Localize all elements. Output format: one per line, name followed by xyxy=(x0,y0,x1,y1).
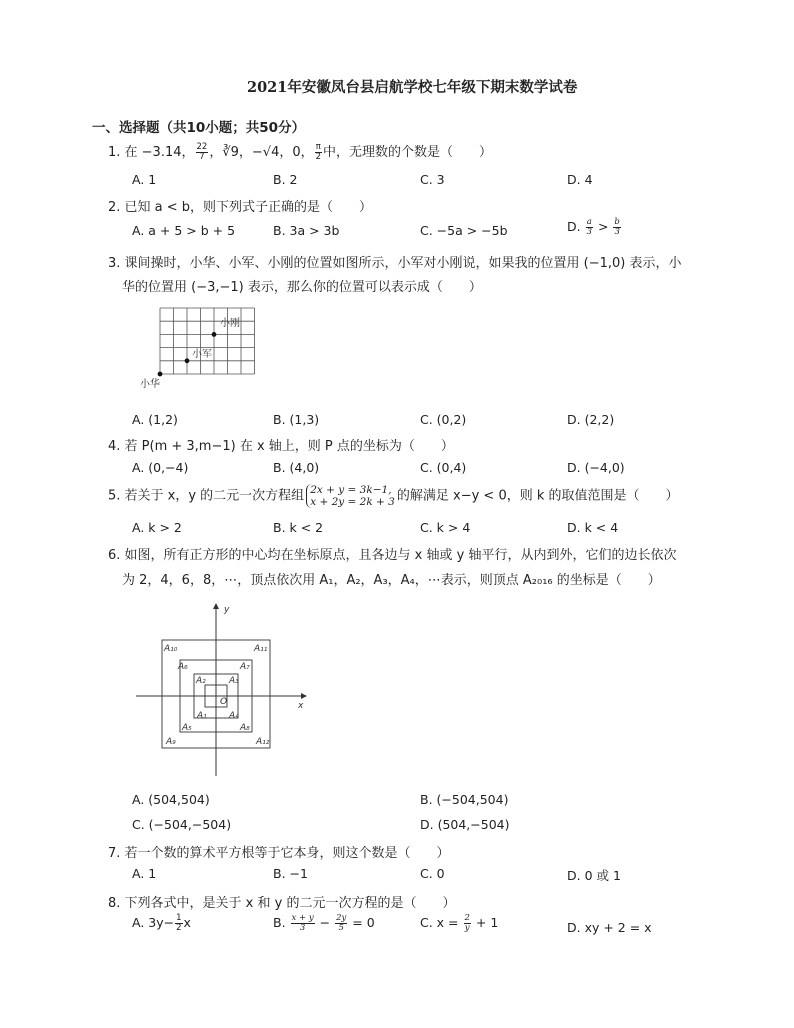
q8-b-prefix: B. xyxy=(273,915,290,930)
q1-option-c[interactable]: C. 3 xyxy=(420,172,445,187)
vertex-a11: A₁₁ xyxy=(254,644,268,654)
q7-option-b[interactable]: B. −1 xyxy=(273,866,308,881)
vertex-a3: A₃ xyxy=(229,676,239,686)
question-5-stem xyxy=(108,484,679,508)
q1-fraction-22-7 xyxy=(196,143,209,162)
question-4-stem: 4. 若 P(m + 3,m−1) 在 x 轴上，则 P 点的坐标为（ ） xyxy=(108,439,454,454)
question-3-stem-line1: 3. 课间操时，小华、小军、小刚的位置如图所示，小军对小刚说，如果我的位置用 (−1,0) 表示，小 xyxy=(108,256,682,271)
q8-c-frac xyxy=(464,914,471,933)
q1-stem-suffix: 中，无理数的个数是（ ） xyxy=(323,145,493,160)
question-2-stem: 2. 已知 a < b，则下列式子正确的是（ ） xyxy=(108,200,373,215)
q8-option-b[interactable] xyxy=(273,914,375,933)
q8-c-num: 2 xyxy=(464,913,470,923)
q8-c-den: y xyxy=(464,923,470,933)
question-6-stem-line1: 6. 如图，所有正方形的中心均在坐标原点，且各边与 x 轴或 y 轴平行，从内到外，它们的边长依次 xyxy=(108,548,677,563)
q3-option-a[interactable]: A. (1,2) xyxy=(132,412,178,427)
q8-c-prefix: C. x = xyxy=(420,915,463,930)
q2-option-c[interactable]: C. −5a > −5b xyxy=(420,223,508,238)
q5-stem-prefix: 5. 若关于 x，y 的二元一次方程组 xyxy=(108,488,305,504)
nested-squares-figure xyxy=(130,600,310,780)
point-xiaogang xyxy=(212,332,217,337)
q2-d-mid: > xyxy=(594,219,613,234)
q2-d-frac-a3 xyxy=(586,218,593,237)
vertex-a6: A₆ xyxy=(178,662,188,672)
q4-option-b[interactable]: B. (4,0) xyxy=(273,460,320,475)
q1-stem-mid: ，∛9，−√4，0， xyxy=(209,145,314,160)
vertex-a10: A₁₀ xyxy=(164,644,178,654)
q1-option-a[interactable]: A. 1 xyxy=(132,172,157,187)
q2-d-frac-b3 xyxy=(613,218,620,237)
y-axis-label: y xyxy=(224,605,230,615)
q3-option-b[interactable]: B. (1,3) xyxy=(273,412,320,427)
q8-b-den2: 5 xyxy=(338,923,344,933)
q8-option-c[interactable] xyxy=(420,914,498,933)
q4-option-c[interactable]: C. (0,4) xyxy=(420,460,467,475)
grid-lines xyxy=(160,308,255,374)
q2-option-b[interactable]: B. 3a > 3b xyxy=(273,223,340,238)
point-xiaojun xyxy=(185,358,190,363)
q8-a-frac xyxy=(175,914,182,933)
q8-b-suffix: = 0 xyxy=(348,915,375,930)
label-xiaohua: 小华 xyxy=(140,379,160,390)
q6-option-c[interactable]: C. (−504,−504) xyxy=(132,817,232,832)
question-6-stem-line2: 为 2，4，6，8，⋯，顶点依次用 A₁，A₂，A₃，A₄，⋯表示，则顶点 A₂₀₁₆ 的坐标是（ ） xyxy=(122,573,661,588)
q8-a-suffix: x xyxy=(183,915,191,930)
q8-b-num1: x + y xyxy=(291,913,314,923)
q1-stem-prefix: 1. 在 −3.14， xyxy=(108,145,195,160)
q8-option-a[interactable] xyxy=(132,914,191,933)
q2-d-n2: b xyxy=(614,217,620,227)
vertex-a4: A₄ xyxy=(229,711,239,721)
question-1-stem xyxy=(108,141,492,162)
question-7-stem: 7. 若一个数的算术平方根等于它本身，则这个数是（ ） xyxy=(108,846,450,861)
label-xiaogang: 小刚 xyxy=(220,318,240,329)
q5-option-a[interactable]: A. k > 2 xyxy=(132,520,182,535)
q2-d-d2: 3 xyxy=(614,227,620,237)
page-title: 2021年安徽凤台县启航学校七年级下期末数学试卷 xyxy=(247,79,578,96)
q8-b-frac1 xyxy=(291,914,315,933)
q1-pi-num: π xyxy=(315,142,321,152)
q5-option-d[interactable]: D. k < 4 xyxy=(567,520,619,535)
position-grid-figure xyxy=(136,304,276,396)
q8-a-prefix: A. 3y− xyxy=(132,915,175,930)
q1-frac-den: 7 xyxy=(199,152,205,162)
section-heading: 一、选择题（共10小题；共50分） xyxy=(92,120,306,136)
q5-equation-system xyxy=(306,484,395,508)
vertex-a5: A₅ xyxy=(182,723,192,733)
x-axis-label: x xyxy=(298,701,304,711)
q6-option-a[interactable]: A. (504,504) xyxy=(132,792,210,807)
q4-option-a[interactable]: A. (0,−4) xyxy=(132,460,189,475)
q6-option-b[interactable]: B. (−504,504) xyxy=(420,792,509,807)
q2-option-a[interactable]: A. a + 5 > b + 5 xyxy=(132,223,236,238)
q8-a-den: 2 xyxy=(176,923,182,933)
vertex-a8: A₈ xyxy=(240,723,250,733)
point-xiaohua xyxy=(158,372,163,377)
q7-option-c[interactable]: C. 0 xyxy=(420,866,445,881)
q8-b-minus: − xyxy=(315,915,335,930)
q5-equation-1: 2x + y = 3k−1, xyxy=(310,484,392,496)
q8-a-num: 1 xyxy=(176,913,182,923)
q3-option-c[interactable]: C. (0,2) xyxy=(420,412,467,427)
q8-option-d[interactable]: D. xy + 2 = x xyxy=(567,920,652,935)
q6-option-d[interactable]: D. (504,−504) xyxy=(420,817,510,832)
q8-b-frac2 xyxy=(335,914,347,933)
q2-d-n1: a xyxy=(586,217,592,227)
q2-option-d[interactable] xyxy=(567,218,622,237)
q5-stem-suffix: 的解满足 x−y < 0，则 k 的取值范围是（ ） xyxy=(396,488,679,504)
q8-b-den1: 3 xyxy=(299,923,306,933)
q4-option-d[interactable]: D. (−4,0) xyxy=(567,460,625,475)
question-8-stem: 8. 下列各式中，是关于 x 和 y 的二元一次方程的是（ ） xyxy=(108,896,456,911)
vertex-a9: A₉ xyxy=(166,737,176,747)
q5-option-c[interactable]: C. k > 4 xyxy=(420,520,471,535)
q7-option-a[interactable]: A. 1 xyxy=(132,866,157,881)
q1-frac-num: 22 xyxy=(196,142,208,152)
q8-b-num2: 2y xyxy=(336,913,347,923)
q1-pi-den: 2 xyxy=(315,152,322,162)
label-xiaojun: 小军 xyxy=(192,349,212,360)
q8-c-suffix: + 1 xyxy=(471,915,499,930)
q1-fraction-pi-2 xyxy=(315,143,322,162)
question-3-stem-line2: 华的位置用 (−3,−1) 表示，那么你的位置可以表示成（ ） xyxy=(122,280,482,295)
vertex-a12: A₁₂ xyxy=(256,737,270,747)
q1-option-b[interactable]: B. 2 xyxy=(273,172,298,187)
vertex-a7: A₇ xyxy=(240,662,250,672)
q5-option-b[interactable]: B. k < 2 xyxy=(273,520,324,535)
q2-d-prefix: D. xyxy=(567,219,585,234)
vertex-a1: A₁ xyxy=(197,711,207,721)
q1-option-d[interactable]: D. 4 xyxy=(567,172,593,187)
q3-option-d[interactable]: D. (2,2) xyxy=(567,412,615,427)
q7-option-d[interactable]: D. 0 或 1 xyxy=(567,868,621,883)
origin-label: O xyxy=(220,697,228,707)
q5-equation-2: x + 2y = 2k + 3 xyxy=(310,496,395,508)
q2-d-d1: 3 xyxy=(586,227,592,237)
vertex-a2: A₂ xyxy=(196,676,206,686)
